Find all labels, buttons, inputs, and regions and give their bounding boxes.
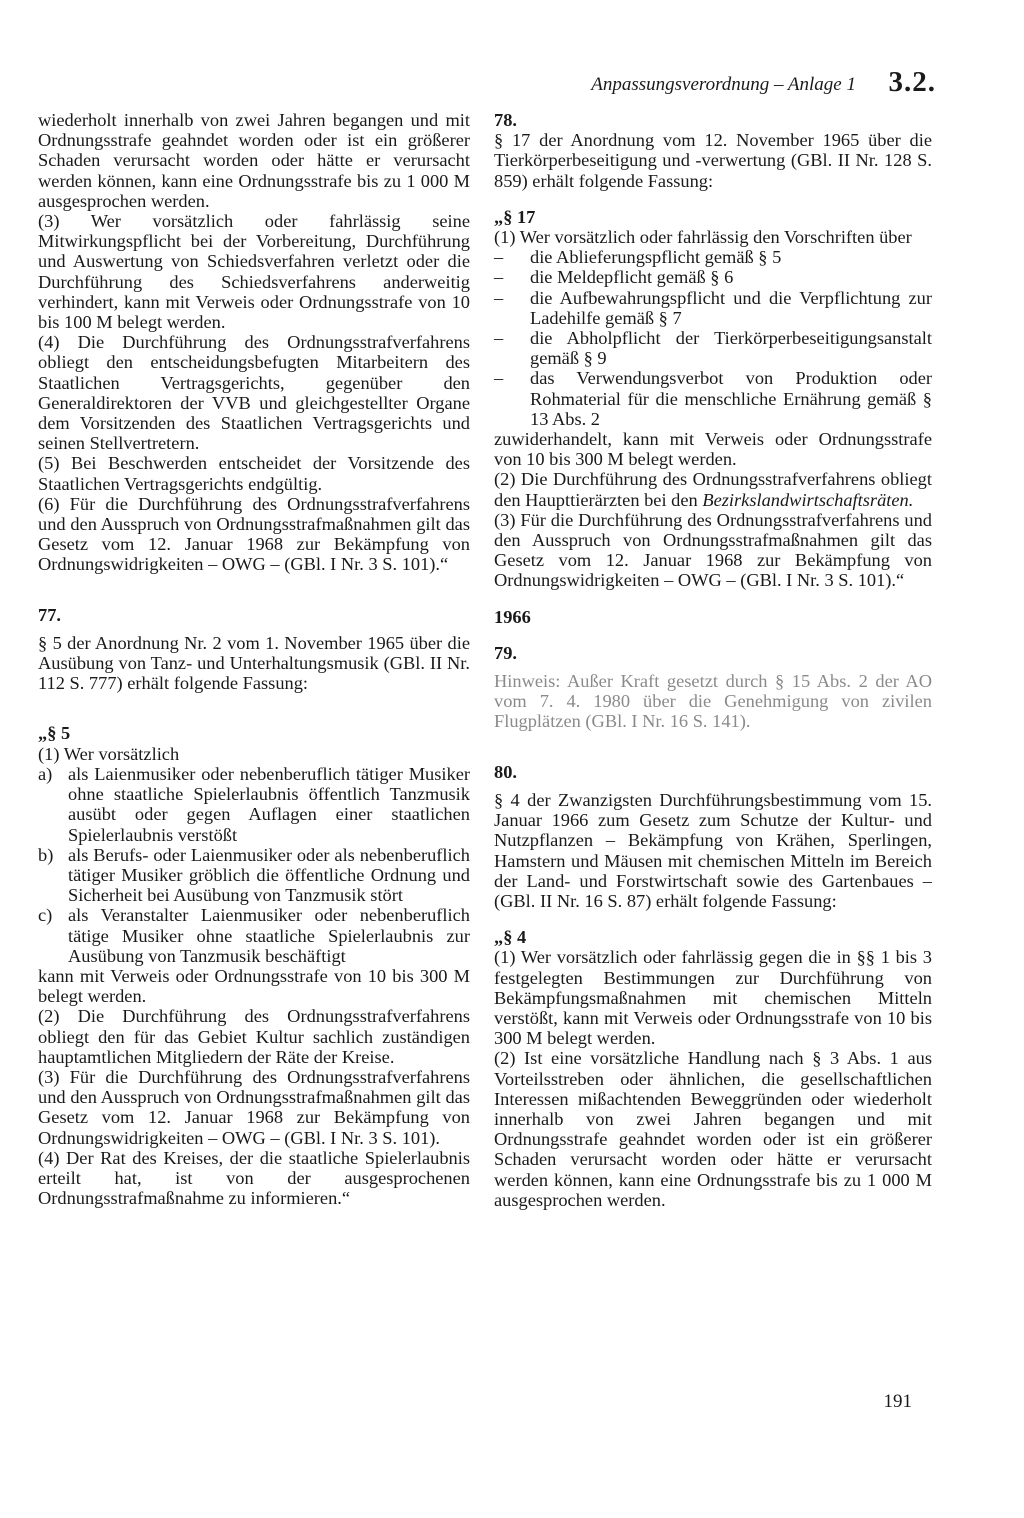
dash-item-3 bbox=[494, 288, 932, 328]
section-79-number: 79. bbox=[494, 642, 517, 663]
section-77-penalty: kann mit Verweis oder Ordnungsstrafe von 10 bis 300 M belegt werden. bbox=[38, 965, 470, 1007]
section-77-p2: (2) Die Durchführung des Ordnungsstrafverfahrens obliegt den für das Gebiet Kultur sachlich zuständigen hauptamtlichen Mitgliedern der Räte der Kreise. bbox=[38, 1006, 470, 1067]
section-78-p1: (1) Wer vorsätzlich oder fahrlässig den Vorschriften über bbox=[494, 227, 912, 248]
dash-text: die Abholpflicht der Tierkörperbeseitigungsanstalt gemäß § 9 bbox=[530, 328, 932, 369]
section-78-p2-text: (2) Die Durchführung des Ordnungsstrafverfahrens obliegt den Haupttierärzten bei den bbox=[494, 469, 932, 510]
list-text: als Laienmusiker oder nebenberuflich tätiger Musiker ohne staatliche Spielerlaubnis öffentlich Tanzmusik ausübt oder gegen Auflagen einer staatlichen Spielerlaubnis verstößt bbox=[68, 763, 470, 845]
list-text: als Veranstalter Laienmusiker oder nebenberuflich tätige Musiker ohne staatliche Spielerlaubnis zur Ausübung von Tanzmusik beschäftigt bbox=[68, 905, 470, 966]
running-header-title: Anpassungsverordnung – Anlage 1 bbox=[591, 74, 856, 95]
section-80-number: 80. bbox=[494, 761, 517, 782]
list-item-a bbox=[38, 764, 470, 845]
section-78-para-head: „§ 17 bbox=[494, 206, 536, 227]
section-77-p4: (4) Der Rat des Kreises, der die staatliche Spielerlaubnis erteilt hat, ist von der ausgesprochenen Ordnungsstrafmaßnahme zu informieren.“ bbox=[38, 1147, 470, 1209]
list-text: als Berufs- oder Laienmusiker oder als nebenberuflich tätiger Musiker gröblich die öffentliche Ordnung und Sicherheit bei Ausübung von Tanzmusik stört bbox=[68, 844, 470, 906]
page-number: 191 bbox=[883, 1391, 912, 1412]
dash-marker: – bbox=[494, 287, 504, 308]
section-79-note: Hinweis: Außer Kraft gesetzt durch § 15 Abs. 2 der AO vom 7. 4. 1980 über die Genehmigung von zivilen Flugplätzen (GBl. I Nr. 16 S. 141). bbox=[494, 671, 932, 732]
dash-marker: – bbox=[494, 328, 504, 349]
right-column bbox=[494, 110, 932, 1210]
section-77-number: 77. bbox=[38, 604, 61, 625]
section-78-p3: (3) Für die Durchführung des Ordnungsstrafverfahrens und den Ausspruch von Ordnungsstrafmaßnahmen gilt das Gesetz vom 12. Januar 1968 zur Bekämpfung von Ordnungswidrigkeiten – OWG – (GBl. I Nr. 3 S. 101).“ bbox=[494, 509, 932, 591]
list-item-c bbox=[38, 905, 470, 966]
dash-marker: – bbox=[494, 267, 504, 288]
left-column bbox=[38, 110, 470, 1208]
section-77-para-head: „§ 5 bbox=[38, 723, 71, 744]
dash-item-1 bbox=[494, 247, 932, 267]
section-77-intro: § 5 der Anordnung Nr. 2 vom 1. November 1965 über die Ausübung von Tanz- und Unterhaltungsmusik (GBl. II Nr. 112 S. 777) erhält folgende Fassung: bbox=[38, 632, 470, 694]
dash-item-4 bbox=[494, 328, 932, 368]
paragraph-3: (3) Wer vorsätzlich oder fahrlässig seine Mitwirkungspflicht bei der Vorbereitung, Durchführung und Auswertung von Schiedsverfahren verletzt oder die Durchführung des Schiedsverfahrens anderweitig verhindert, kann mit Verweis oder Ordnungsstrafe von 10 bis 100 M belegt werden. bbox=[38, 211, 470, 333]
dash-text: die Aufbewahrungspflicht und die Verpflichtung zur Ladehilfe gemäß § 7 bbox=[530, 287, 932, 328]
section-number: 3.2. bbox=[888, 66, 936, 98]
dash-text: die Ablieferungspflicht gemäß § 5 bbox=[530, 247, 782, 268]
list-marker: a) bbox=[38, 763, 53, 784]
section-78-p2-emphasis: Bezirkslandwirtschaftsräten. bbox=[702, 489, 914, 510]
section-80-p1: (1) Wer vorsätzlich oder fahrlässig gegen die in §§ 1 bis 3 festgelegten Bestimmungen zur Durchführung von Bekämpfungsmaßnahmen mit chemischen Mitteln verstößt, kann mit Verweis oder Ordnungsstrafe von 10 bis 300 M belegt werden. bbox=[494, 947, 932, 1049]
dash-text: das Verwendungsverbot von Produktion oder Rohmaterial für die menschliche Ernährung gemäß § 13 Abs. 2 bbox=[530, 368, 932, 429]
section-78-number: 78. bbox=[494, 110, 517, 130]
section-77-p1: (1) Wer vorsätzlich bbox=[38, 743, 180, 764]
list-item-b bbox=[38, 845, 470, 906]
year-heading: 1966 bbox=[494, 606, 531, 627]
dash-item-5 bbox=[494, 368, 932, 429]
dash-text: die Meldepflicht gemäß § 6 bbox=[530, 267, 734, 288]
section-77-p3: (3) Für die Durchführung des Ordnungsstrafverfahrens und den Ausspruch von Ordnungsstrafmaßnahmen gilt das Gesetz vom 12. Januar 1968 zur Bekämpfung von Ordnungswidrigkeiten – OWG – (GBl. I Nr. 3 S. 101). bbox=[38, 1066, 470, 1148]
continued-paragraph: wiederholt innerhalb von zwei Jahren begangen und mit Ordnungsstrafe geahndet worden oder ist ein größerer Schaden verursacht worden oder hätte er verursacht werden können, kann eine Ordnungsstrafe bis zu 1 000 M ausgesprochen werden. bbox=[38, 110, 470, 211]
section-80-intro: § 4 der Zwanzigsten Durchführungsbestimmung vom 15. Januar 1966 zum Gesetz zum Schutze der Kultur- und Nutzpflanzen – Bekämpfung von Krähen, Sperlingen, Hamstern und Mäusen mit chemischen Mitteln im Bereich der Land- und Forstwirtschaft sowie des Gartenbaues – (GBl. II Nr. 16 S. 87) erhält folgende Fassung: bbox=[494, 789, 932, 911]
section-78-p2 bbox=[494, 469, 932, 509]
section-80-para-head: „§ 4 bbox=[494, 927, 527, 948]
dash-marker: – bbox=[494, 368, 504, 389]
paragraph-4: (4) Die Durchführung des Ordnungsstrafverfahrens obliegt den entscheidungsbefugten Mitarbeitern des Staatlichen Vertragsgerichts, gegenüber den Generaldirektoren der VVB und gleichgestellter Organe dem Vorsitzenden des Staatlichen Vertragsgerichts und seinen Stellvertretern. bbox=[38, 332, 470, 454]
section-78-intro: § 17 der Anordnung vom 12. November 1965 über die Tierkörperbeseitigung und -verwertung (GBl. II Nr. 128 S. 859) erhält folgende Fassung: bbox=[494, 130, 932, 191]
list-marker: c) bbox=[38, 905, 53, 926]
paragraph-6: (6) Für die Durchführung des Ordnungsstrafverfahrens und den Ausspruch von Ordnungsstrafmaßnahmen gilt das Gesetz vom 12. Januar 1968 zur Bekämpfung von Ordnungswidrigkeiten – OWG – (GBl. I Nr. 3 S. 101).“ bbox=[38, 493, 470, 575]
section-80-p2: (2) Ist eine vorsätzliche Handlung nach § 3 Abs. 1 aus Vorteilsstreben oder ähnlichen, die gesellschaftlichen Interessen mißachtenden Beweggründen oder wiederholt innerhalb von zwei Jahren begangen und mit Ordnungsstrafe geahndet worden oder ist ein größerer Schaden verursacht worden oder hätte er verursacht werden können, kann eine Ordnungsstrafe bis zu 1 000 M ausgesprochen werden. bbox=[494, 1048, 932, 1210]
dash-item-2 bbox=[494, 267, 932, 287]
dash-marker: – bbox=[494, 247, 504, 268]
list-marker: b) bbox=[38, 844, 54, 865]
section-78-penalty: zuwiderhandelt, kann mit Verweis oder Ordnungsstrafe von 10 bis 300 M belegt werden. bbox=[494, 429, 932, 470]
paragraph-5: (5) Bei Beschwerden entscheidet der Vorsitzende des Staatlichen Vertragsgerichts endgültig. bbox=[38, 453, 470, 494]
